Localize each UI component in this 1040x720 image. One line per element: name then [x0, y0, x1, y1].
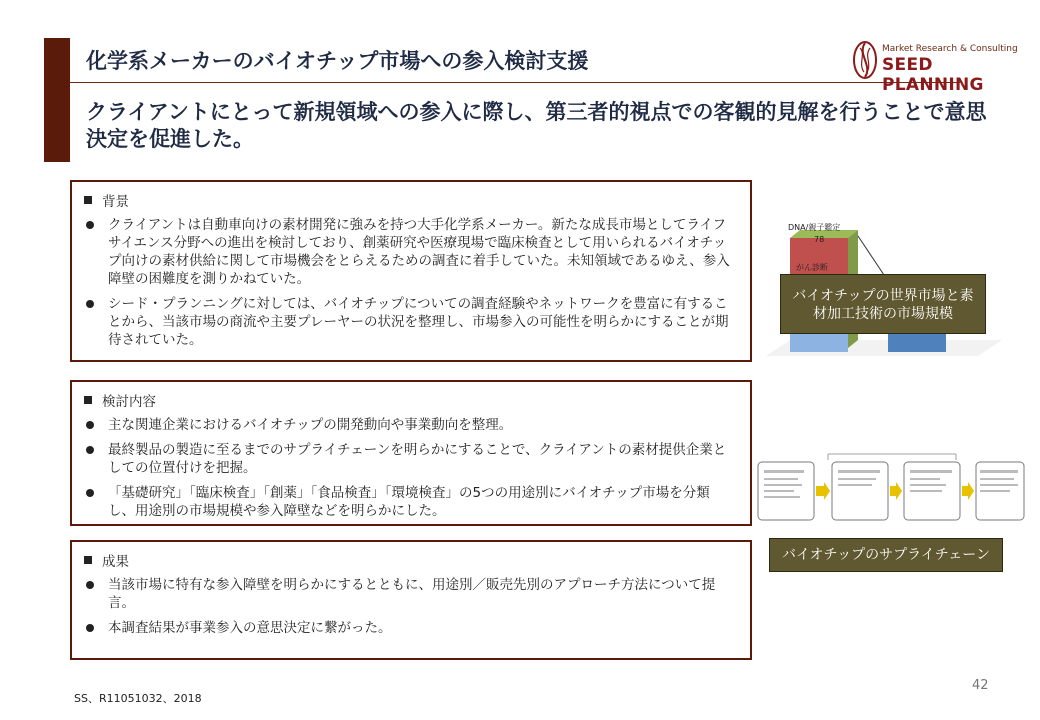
flow-arrow-icon	[890, 482, 902, 500]
section-heading-label: 成果	[102, 554, 129, 570]
section-heading	[84, 390, 736, 410]
supply-chain-diagram	[756, 448, 1026, 524]
supply-chain-caption: バイオチップのサプライチェーン	[769, 538, 1003, 572]
logo-name: SEED PLANNING	[882, 55, 984, 95]
footer-reference: SS、R11051032、2018	[74, 692, 202, 705]
bullet-item: 最終製品の製造に至るまでのサプライチェーンを明らかにすることで、クライアントの素材提供企業としての位置付けを把握。	[84, 441, 736, 477]
chart-label-mid: がん診断	[796, 263, 828, 272]
seed-logo-icon	[852, 40, 878, 80]
section-heading	[84, 550, 736, 570]
title-box	[70, 38, 960, 83]
logo-tagline: Market Research & Consulting	[882, 44, 1018, 54]
bullet-item: 主な関連企業におけるバイオチップの開発動向や事業動向を整理。	[84, 416, 736, 434]
company-logo	[852, 38, 1022, 95]
bullet-item: 当該市場に特有な参入障壁を明らかにするとともに、用途別／販売先別のアプローチ方法について提言。	[84, 576, 736, 612]
flow-arrow-icon	[816, 482, 830, 500]
section-background	[70, 180, 752, 362]
section-results	[70, 540, 752, 660]
section-study	[70, 380, 752, 526]
page-title: 化学系メーカーのバイオチップ市場への参入検討支援	[86, 49, 589, 73]
bullet-item: クライアントは自動車向けの素材開発に強みを持つ大手化学系メーカー。新たな成長市場としてライフサイエンス分野への進出を検討しており、創薬研究や医療現場で臨床検査として用いられるバイオチップ向けの素材供給に関して市場機会をとらえるための調査に着手していた。未知領域であるゆえ、参入障壁の困難度を測りかねていた。	[84, 216, 736, 288]
bullet-item: 本調査結果が事業参入の意思決定に繋がった。	[84, 619, 736, 637]
page-number: 42	[972, 678, 989, 693]
section-heading-label: 背景	[102, 194, 129, 210]
bullet-item: 「基礎研究」「臨床検査」「創薬」「食品検査」「環境検査」の5つの用途別にバイオチップ市場を分類し、用途別の市場規模や参入障壁などを明らかにした。	[84, 484, 736, 520]
square-bullet-icon	[84, 196, 92, 204]
market-chart-caption: バイオチップの世界市場と素材加工技術の市場規模	[780, 274, 986, 334]
flow-arrow-icon	[962, 482, 974, 500]
chart-label-top: DNA/親子鑑定	[788, 223, 841, 232]
square-bullet-icon	[84, 396, 92, 404]
page-subtitle: クライアントにとって新規領域への参入に際し、第三者的視点での客観的見解を行うことで意思決定を促進した。	[86, 100, 987, 151]
section-heading-label: 検討内容	[102, 394, 156, 410]
square-bullet-icon	[84, 556, 92, 564]
bullet-item: シード・プランニングに対しては、バイオチップについての調査経験やネットワークを豊富に有することから、当該市場の商流や主要プレーヤーの状況を整理し、市場参入の可能性を明らかにすることが期待されていた。	[84, 295, 736, 349]
section-heading	[84, 190, 736, 210]
chart-label-value: 78	[814, 235, 825, 244]
accent-bar	[44, 38, 70, 162]
